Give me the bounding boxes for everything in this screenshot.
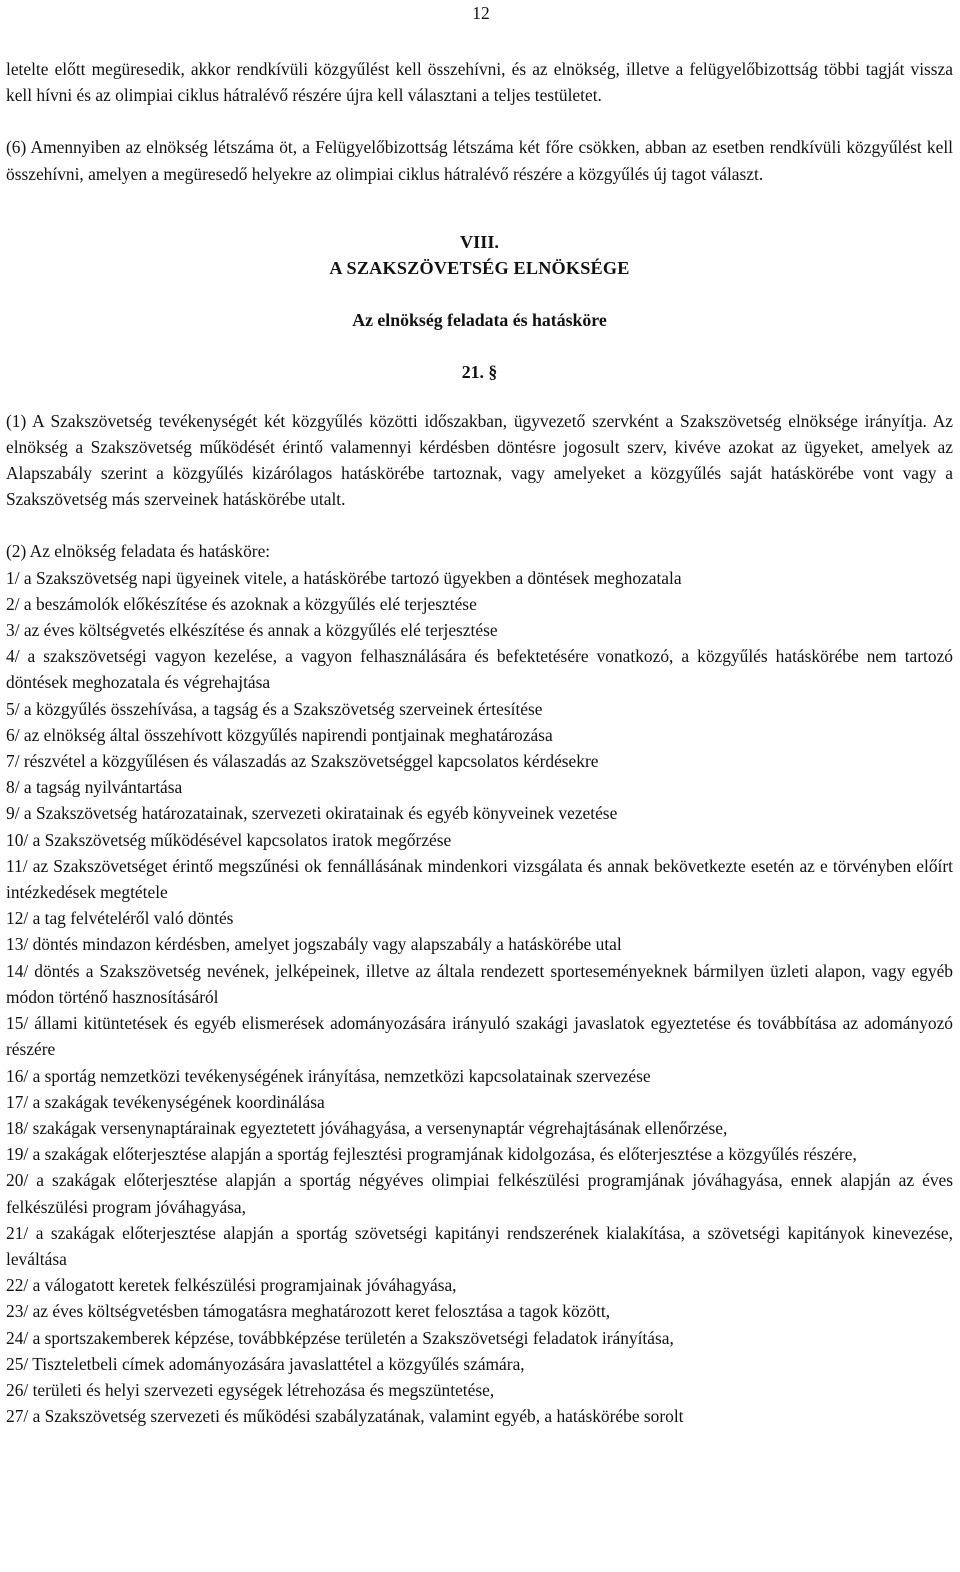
list-item: 18/ szakágak versenynaptárainak egyeztetett jóváhagyása, a versenynaptár végrehajtásának ellenőrzése, <box>6 1117 728 1138</box>
list-item: 20/ a szakágak előterjesztése alapján a sportág négyéves olimpiai felkészülési programjának jóváhagyása, ennek alapján az éves felkészülési program jóváhagyása, <box>6 1170 953 1217</box>
list-item: 23/ az éves költségvetésben támogatásra meghatározott keret felosztása a tagok között, <box>6 1301 611 1322</box>
list-item: 10/ a Szakszövetség működésével kapcsolatos iratok megőrzése <box>6 829 452 850</box>
document-body <box>6 56 953 1429</box>
list-item: 25/ Tiszteletbeli címek adományozására javaslattétel a közgyűlés számára, <box>6 1353 525 1374</box>
paragraph-continuation: letelte előtt megüresedik, akkor rendkívüli közgyűlést kell összehívni, és az elnökség, illetve a felügyelőbizottság többi tagját vissza kell hívni és az olimpiai ciklus hátralévő részére újra kell választani a teljes testületet. <box>6 59 953 106</box>
list-item: 6/ az elnökség által összehívott közgyűlés napirendi pontjainak meghatározása <box>6 724 553 745</box>
list-item: 27/ a Szakszövetség szervezeti és működési szabályzatának, valamint egyéb, a hatáskörébe sorolt <box>6 1406 684 1427</box>
list-item: 19/ a szakágak előterjesztése alapján a sportág fejlesztési programjának kidolgozása, és előterjesztése a közgyűlés részére, <box>6 1144 857 1165</box>
paragraph-6: (6) Amennyiben az elnökség létszáma öt, a Felügyelőbizottság létszáma két főre csökken, abban az esetben rendkívüli közgyűlést kell összehívni, amelyen a megüresedő helyekre az olimpiai ciklus hátralévő részére a közgyűlés új tagot választ. <box>6 137 953 184</box>
list-item: 9/ a Szakszövetség határozatainak, szervezeti okiratainak és egyéb könyveinek vezetése <box>6 803 618 824</box>
chapter-title: A SZAKSZÖVETSÉG ELNÖKSÉGE <box>329 258 630 279</box>
list-item: 17/ a szakágak tevékenységének koordinálása <box>6 1091 325 1112</box>
list-item: 5/ a közgyűlés összehívása, a tagság és a Szakszövetség szerveinek értesítése <box>6 698 543 719</box>
list-item: 4/ a szakszövetségi vagyon kezelése, a vagyon felhasználására és befektetésére vonatkozó, a közgyűlés hatáskörébe nem tartozó döntések meghozatala és végrehajtása <box>6 646 953 693</box>
list-item: 2/ a beszámolók előkészítése és azoknak a közgyűlés elé terjesztése <box>6 593 477 614</box>
list-item: 12/ a tag felvételéről való döntés <box>6 908 234 929</box>
paragraph-2-intro: (2) Az elnökség feladata és hatásköre: <box>6 541 271 562</box>
list-item: 14/ döntés a Szakszövetség nevének, jelképeinek, illetve az általa rendezett sporteseményeknek bármilyen üzleti alapon, vagy egyéb módon történő hasznosításáról <box>6 960 953 1007</box>
list-item: 7/ részvétel a közgyűlésen és válaszadás az Szakszövetséggel kapcsolatos kérdésekre <box>6 751 599 772</box>
list-item: 22/ a válogatott keretek felkészülési programjainak jóváhagyása, <box>6 1275 457 1296</box>
paragraph-1: (1) A Szakszövetség tevékenységét két közgyűlés közötti időszakban, ügyvezető szervként a Szakszövetség elnöksége irányítja. Az elnökség a Szakszövetség működését érintő valamennyi kérdésben döntésre jogosult szerv, kivéve azokat az ügyeket, amelyek az Alapszabály szerint a közgyűlés kizárólagos hatáskörébe tartoznak, vagy amelyeket a közgyűlés saját hatáskörébe vont vagy a Szakszövetség más szerveinek hatáskörébe utalt. <box>6 410 953 510</box>
list-item: 24/ a sportszakemberek képzése, továbbképzése területén a Szakszövetségi feladatok irányítása, <box>6 1327 674 1348</box>
list-item: 21/ a szakágak előterjesztése alapján a sportág szövetségi kapitányi rendszerének kialakítása, a szövetségi kapitányok kinevezése, leváltása <box>6 1222 953 1269</box>
list-item: 15/ állami kitüntetések és egyéb elismerések adományozására irányuló szakági javaslatok egyeztetése és továbbítása az adományozó részére <box>6 1013 953 1060</box>
section-subtitle: Az elnökség feladata és hatásköre <box>352 310 607 331</box>
list-item: 26/ területi és helyi szervezeti egységek létrehozása és megszüntetése, <box>6 1379 495 1400</box>
chapter-number: VIII. <box>460 231 499 252</box>
section-number: 21. § <box>461 362 498 383</box>
list-item: 1/ a Szakszövetség napi ügyeinek vitele, a hatáskörébe tartozó ügyekben a döntések meghozatala <box>6 567 682 588</box>
list-item: 13/ döntés mindazon kérdésben, amelyet jogszabály vagy alapszabály a hatáskörébe utal <box>6 934 622 955</box>
page-number: 12 <box>472 3 490 23</box>
list-item: 8/ a tagság nyilvántartása <box>6 777 183 798</box>
list-item: 11/ az Szakszövetséget érintő megszűnési ok fennállásának mindenkori vizsgálata és annak bekövetkezte esetén az e törvényben előírt intézkedések megtétele <box>6 855 953 903</box>
duties-list <box>6 565 953 1430</box>
list-item: 3/ az éves költségvetés elkészítése és annak a közgyűlés elé terjesztése <box>6 620 498 641</box>
list-item: 16/ a sportág nemzetközi tevékenységének irányítása, nemzetközi kapcsolatainak szervezése <box>6 1065 651 1086</box>
